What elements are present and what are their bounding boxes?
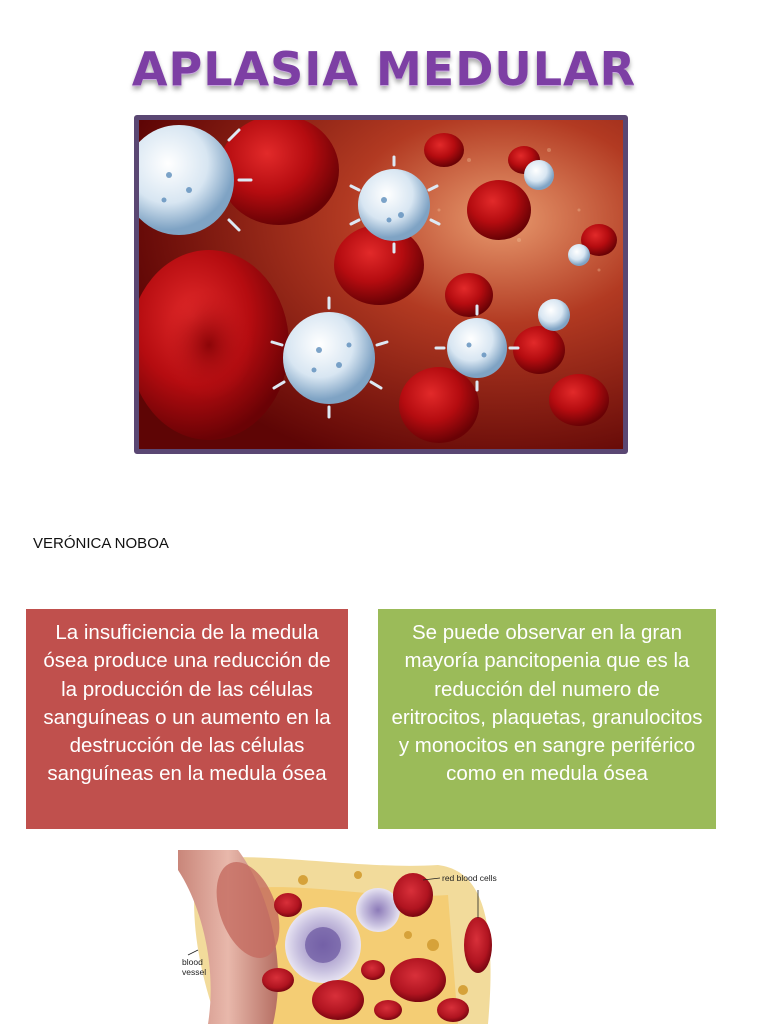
label-red-blood-cells: red blood cells bbox=[442, 873, 497, 883]
blood-cells-illustration bbox=[134, 115, 628, 454]
definition-box: La insuficiencia de la medula ósea produce una reducción de la producción de las células sanguíneas o un aumento en la destrucción de las células sanguíneas en la medula ósea bbox=[26, 609, 348, 829]
label-vessel: vessel bbox=[182, 967, 207, 977]
slide-title: APLASIA MEDULAR bbox=[131, 42, 637, 96]
findings-box: Se puede observar en la gran mayoría pancitopenia que es la reducción del numero de eritrocitos, plaquetas, granulocitos y monocitos en sangre periférico como en medula ósea bbox=[378, 609, 716, 829]
bone-marrow-diagram bbox=[178, 850, 508, 1024]
author-name: VERÓNICA NOBOA bbox=[33, 535, 169, 552]
label-blood: blood bbox=[182, 957, 203, 967]
